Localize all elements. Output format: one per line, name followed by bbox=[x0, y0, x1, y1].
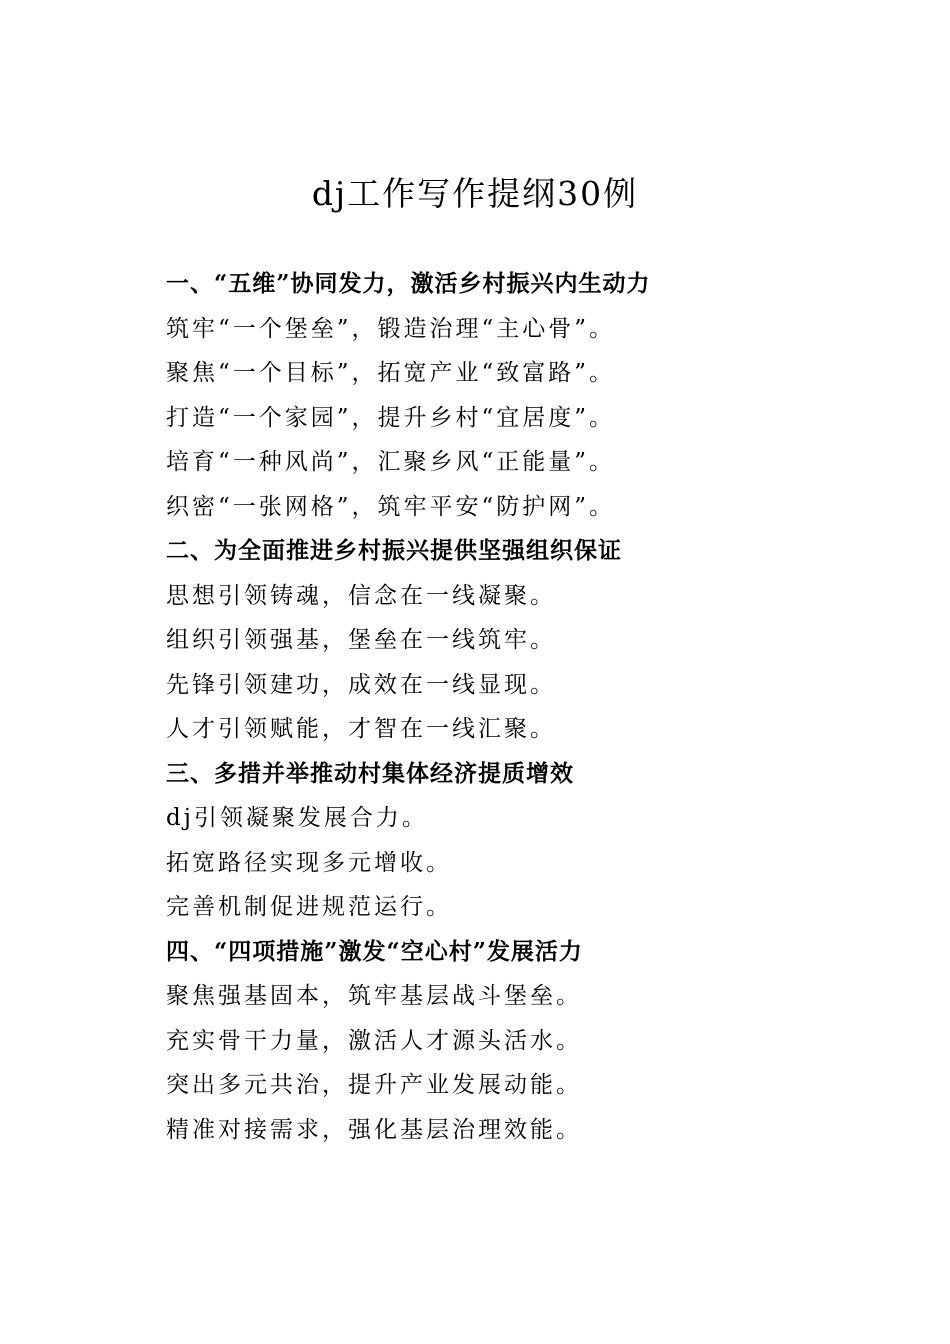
document-body bbox=[166, 262, 866, 1152]
section-item: 筑牢“一个堡垒”，锻造治理“主心骨”。 bbox=[166, 315, 616, 342]
section-item: 完善机制促进规范运行。 bbox=[166, 894, 452, 920]
section-item: 组织引领强基，堡垒在一线筑牢。 bbox=[166, 627, 556, 653]
section-item: 培育“一种风尚”，汇聚乡风“正能量”。 bbox=[166, 449, 616, 475]
section-item: 精准对接需求，强化基层治理效能。 bbox=[166, 1116, 582, 1143]
section-item: 打造“一个家园”，提升乡村“宜居度”。 bbox=[166, 404, 616, 431]
section-item: 充实骨干力量，激活人才源头活水。 bbox=[166, 1027, 582, 1054]
section-heading: 三、多措并举推动村集体经济提质增效 bbox=[166, 759, 574, 787]
section-item: 思想引领铸魂，信念在一线凝聚。 bbox=[166, 582, 556, 609]
section-item: 聚焦强基固本，筑牢基层战斗堡垒。 bbox=[166, 983, 582, 1009]
section-heading: 四、“四项措施”激发“空心村”发展活力 bbox=[166, 937, 583, 965]
section-item: 先锋引领建功，成效在一线显现。 bbox=[166, 671, 556, 698]
section-item: 拓宽路径实现多元增收。 bbox=[166, 849, 452, 876]
section-heading: 二、为全面推进乡村振兴提供坚强组织保证 bbox=[166, 537, 622, 564]
section-item: 突出多元共治，提升产业发展动能。 bbox=[166, 1072, 582, 1098]
document-title: dj工作写作提纲30例 bbox=[311, 174, 639, 213]
section-heading: 一、“五维”协同发力，激活乡村振兴内生动力 bbox=[166, 270, 651, 297]
section-item: 织密“一张网格”，筑牢平安“防护网”。 bbox=[166, 493, 616, 520]
section-item: 聚焦“一个目标”，拓宽产业“致富路”。 bbox=[166, 360, 616, 386]
section-item: 人才引领赋能，才智在一线汇聚。 bbox=[166, 716, 556, 742]
section-item: dj引领凝聚发展合力。 bbox=[166, 805, 428, 831]
